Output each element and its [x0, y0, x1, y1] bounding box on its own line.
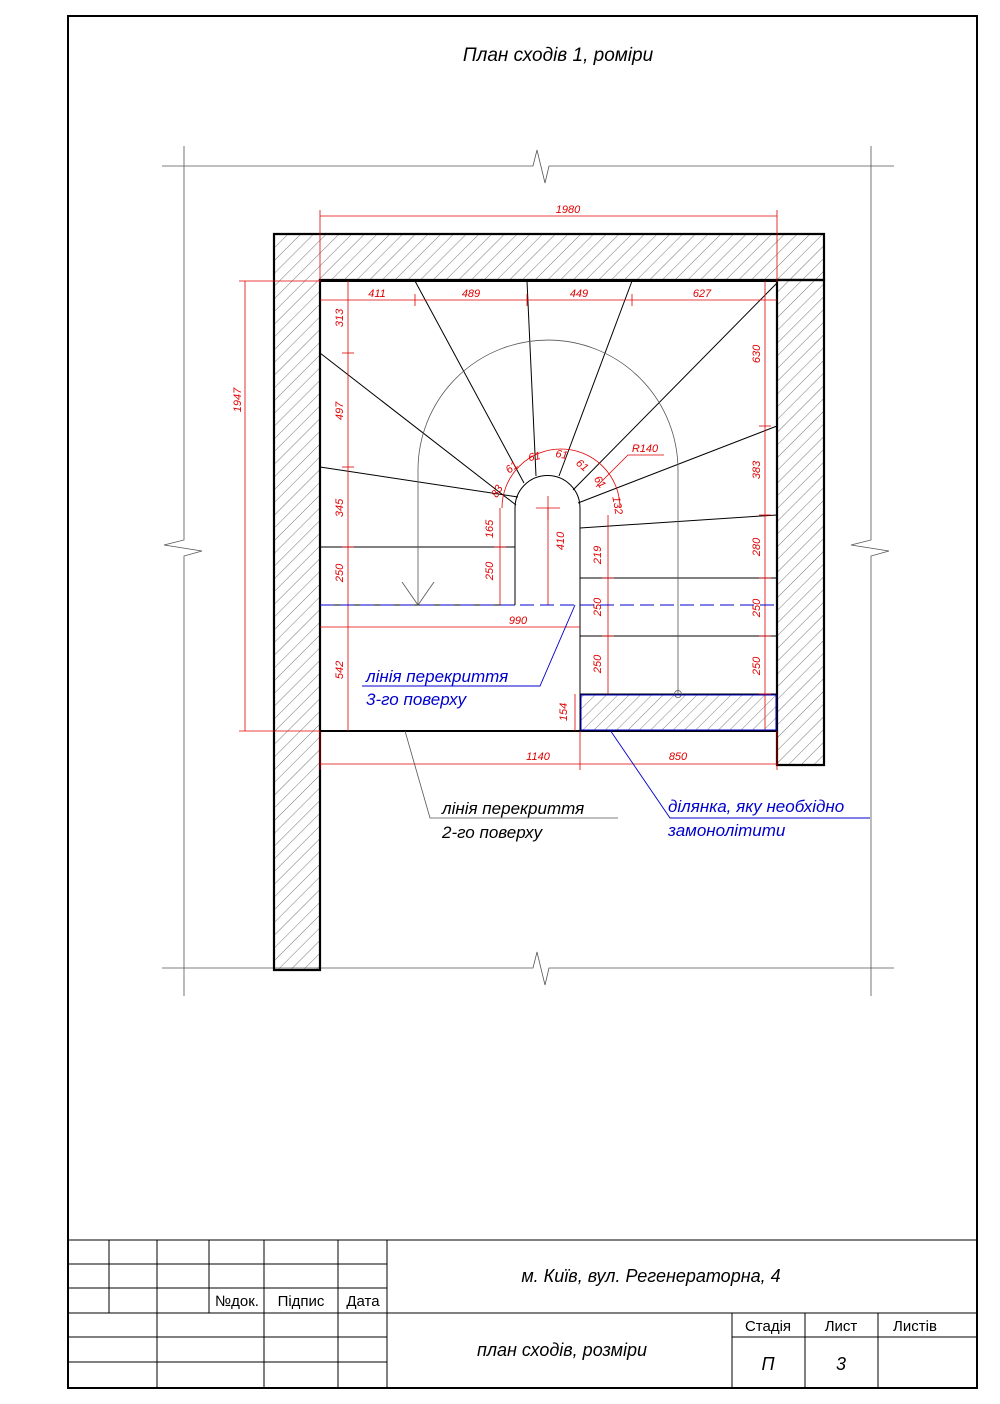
drawing-title: План сходів 1, роміри	[462, 45, 654, 66]
dim-bottom-850: 850	[668, 751, 688, 763]
col-sheets-label: Листів	[893, 1318, 937, 1335]
floor3-note-line2: 3-го поверху	[366, 690, 467, 709]
stair-outline	[320, 281, 777, 731]
floor3-note-line1: лінія перекриття	[366, 667, 509, 686]
dim-inner-250a: 250	[484, 561, 496, 581]
dim-right-4: 250	[751, 598, 763, 618]
dim-left-1: 313	[334, 308, 346, 328]
stage-value: П	[761, 1354, 775, 1374]
col-stage-label: Стадія	[744, 1318, 792, 1335]
monolith-note-line1: ділянка, яку необхідно	[668, 797, 845, 816]
dim-inner-165: 165	[484, 519, 496, 539]
dim-arc-61c: 61	[554, 448, 569, 463]
dim-inner-219: 219	[592, 545, 604, 565]
dim-radius: R140	[631, 443, 659, 455]
sheet-name: план сходів, розміри	[476, 1340, 648, 1360]
dim-overall-width: 1980	[555, 204, 581, 216]
col-date-label: Дата	[346, 1293, 380, 1310]
dim-right-3: 280	[751, 537, 763, 557]
dim-right-5: 250	[751, 656, 763, 676]
dim-left-4: 250	[334, 563, 346, 583]
dim-landing-990: 990	[508, 615, 528, 627]
dim-arc-61a: 61	[503, 459, 521, 477]
dim-right-2: 383	[751, 460, 763, 480]
floor2-note-line2: 2-го поверху	[442, 823, 543, 842]
dim-left-3: 345	[334, 498, 346, 518]
dim-arc-61b: 61	[527, 450, 542, 465]
dim-arc-132: 132	[609, 495, 625, 516]
dim-right-1: 630	[751, 344, 763, 364]
dim-inner-410: 410	[555, 531, 567, 551]
dim-overall-height: 1947	[232, 387, 244, 413]
sheet-number: 3	[835, 1354, 847, 1374]
wall-left	[274, 234, 824, 970]
dim-top-3: 449	[569, 288, 589, 300]
col-sign-label: Підпис	[277, 1293, 325, 1310]
dim-left-5: 542	[334, 660, 346, 680]
walking-line	[402, 340, 682, 697]
dim-arc-61e: 61	[591, 473, 608, 491]
dim-inner-154: 154	[558, 702, 570, 722]
dim-top-1: 411	[368, 288, 386, 300]
monolith-note-line2: замонолітити	[668, 821, 786, 840]
dim-bottom-1140: 1140	[526, 751, 550, 763]
dim-top-4: 627	[692, 288, 712, 300]
dim-inner-250b: 250	[592, 597, 604, 617]
dim-left-2: 497	[334, 401, 346, 421]
dim-arc-61d: 61	[573, 457, 591, 475]
sheet-frame	[68, 16, 977, 1388]
address: м. Київ, вул. Регенераторна, 4	[521, 1266, 781, 1286]
wall-right	[777, 280, 824, 765]
dim-inner-250c: 250	[592, 654, 604, 674]
dim-top-2: 489	[461, 288, 481, 300]
dim-arc-83: 83	[489, 483, 506, 500]
winder-steps	[320, 281, 777, 528]
col-sheet-label: Лист	[824, 1318, 858, 1335]
col-doc-label: №док.	[215, 1293, 259, 1310]
monolith-area	[581, 695, 776, 730]
floor2-note-line1: лінія перекриття	[442, 799, 585, 818]
